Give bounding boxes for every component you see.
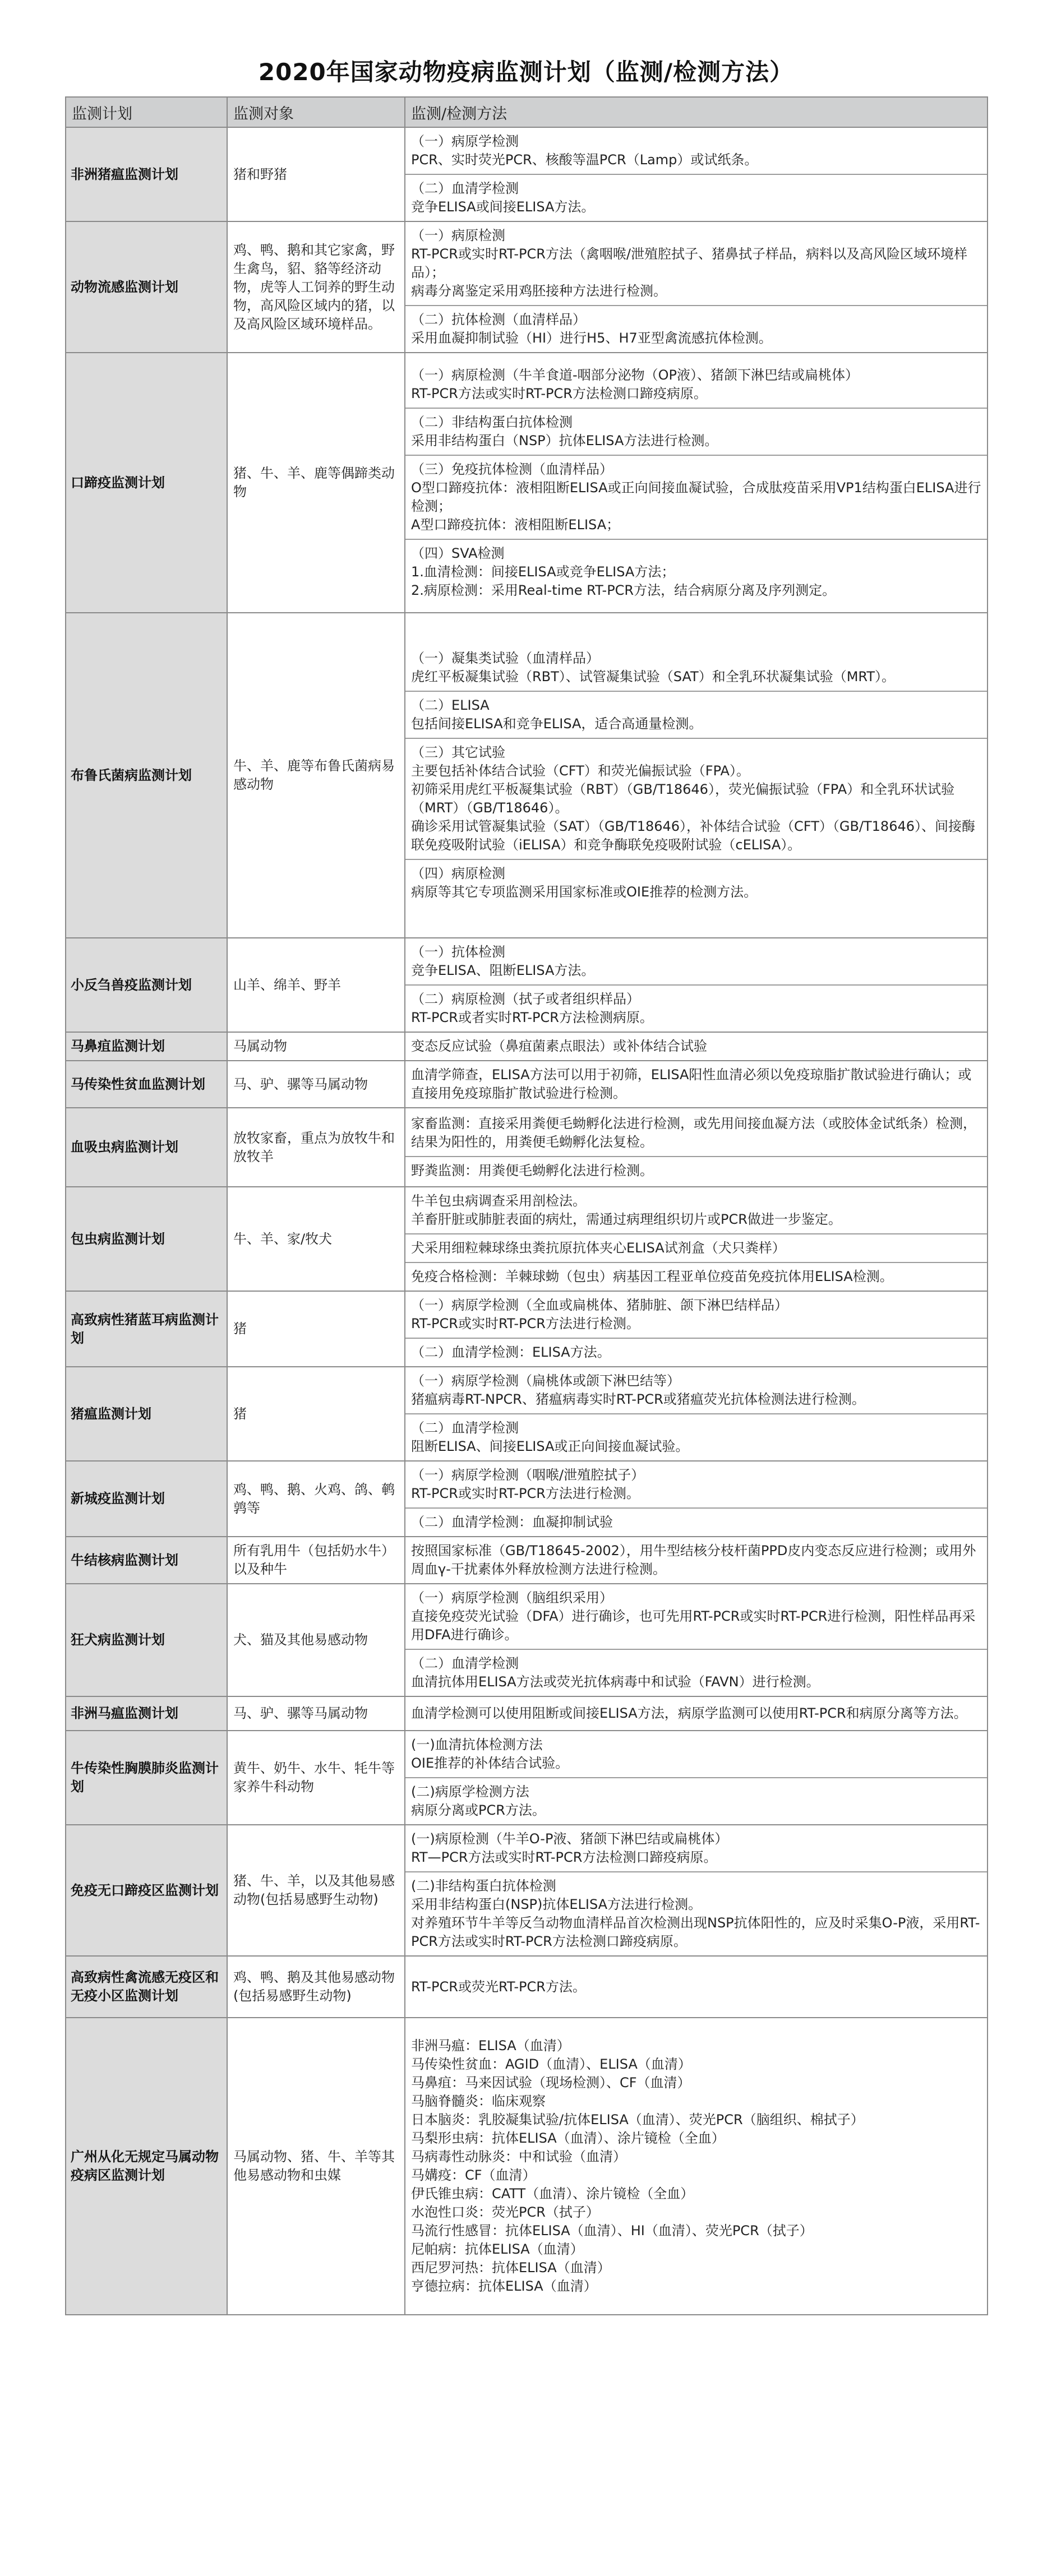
method-line: RT—PCR方法或实时RT-PCR方法检测口蹄疫病原。	[411, 1849, 717, 1865]
plan-name: 血吸虫病监测计划	[66, 1108, 227, 1187]
plan-target: 马属动物	[227, 1032, 405, 1061]
method-line: RT-PCR或荧光RT-PCR方法。	[411, 1978, 586, 1995]
method-block	[405, 1367, 987, 1414]
method-block	[405, 1263, 987, 1291]
method-line: （一）病原学检测（脑组织采用）	[411, 1590, 613, 1606]
method-block	[405, 1234, 987, 1263]
table-row	[66, 1731, 988, 1825]
method-line: （一）病原学检测（扁桃体或颌下淋巴结等）	[411, 1373, 680, 1389]
method-line: 犬采用细粒棘球绦虫粪抗原抗体夹心ELISA试剂盒（犬只粪样）	[411, 1240, 786, 1256]
table-row	[66, 1461, 988, 1537]
method-line: PCR、实时荧光PCR、核酸等温PCR（Lamp）或试纸条。	[411, 152, 758, 168]
method-line: RT-PCR方法或实时RT-PCR方法检测口蹄疫病原。	[411, 385, 707, 401]
method-line: 血清学检测可以使用阻断或间接ELISA方法，病原学监测可以使用RT-PCR和病原分离等方法。	[411, 1705, 967, 1721]
table-row	[66, 1291, 988, 1367]
method-block	[405, 128, 987, 175]
method-line: （二）非结构蛋白抗体检测	[411, 414, 573, 430]
table-row	[66, 127, 988, 221]
method-block	[405, 306, 987, 352]
plan-target: 鸡、鸭、鹅及其他易感动物(包括易感野生动物)	[227, 1956, 405, 2018]
plan-methods	[405, 1032, 988, 1061]
method-line: 病毒分离鉴定采用鸡胚接种方法进行检测。	[411, 283, 667, 299]
method-line: 牛羊包虫病调查采用剖检法。	[411, 1193, 586, 1209]
method-line: （一）病原学检测（全血或扁桃体、猪肺脏、颌下淋巴结样品）	[411, 1297, 788, 1313]
table-header-row	[66, 97, 988, 127]
method-line: （一）抗体检测	[411, 944, 505, 960]
method-line: 亨德拉病：抗体ELISA（血清）	[411, 2278, 597, 2294]
plan-name: 动物流感监测计划	[66, 221, 227, 353]
plan-name: 口蹄疫监测计划	[66, 353, 227, 613]
table-row	[66, 2018, 988, 2315]
table-row	[66, 613, 988, 938]
method-block	[405, 1157, 987, 1185]
method-block	[405, 1033, 987, 1060]
table-row	[66, 1537, 988, 1584]
method-block	[405, 1537, 987, 1583]
plan-name: 包虫病监测计划	[66, 1187, 227, 1291]
method-block	[405, 692, 987, 739]
method-line: 包括间接ELISA和竞争ELISA，适合高通量检测。	[411, 716, 703, 732]
plan-name: 免疫无口蹄疫区监测计划	[66, 1825, 227, 1956]
method-line: 按照国家标准（GB/T18645-2002），用牛型结核分枝杆菌PPD皮内变态反应进行检测；或用外周血γ-干扰素体外释放检测方法进行检测。	[411, 1543, 976, 1577]
plan-methods	[405, 1187, 988, 1291]
method-line: （二）抗体检测（血清样品）	[411, 312, 586, 327]
plan-target: 山羊、绵羊、野羊	[227, 938, 405, 1032]
method-line: （四）SVA检测	[411, 545, 505, 561]
method-block	[405, 986, 987, 1032]
plan-target: 猪和野猪	[227, 127, 405, 221]
plan-name: 牛结核病监测计划	[66, 1537, 227, 1584]
method-block	[405, 1187, 987, 1234]
plan-name: 狂犬病监测计划	[66, 1584, 227, 1696]
method-block	[405, 409, 987, 456]
method-line: （二）血清学检测	[411, 181, 519, 196]
table-row	[66, 1584, 988, 1696]
method-line: 马媾疫：CF（血清）	[411, 2167, 536, 2183]
method-line: 竞争ELISA、阻断ELISA方法。	[411, 963, 595, 978]
plan-methods	[405, 127, 988, 221]
method-line: （二）血清学检测：血凝抑制试验	[411, 1514, 613, 1530]
monitoring-plan-table	[65, 96, 988, 2315]
method-block	[405, 1292, 987, 1339]
table-row	[66, 1825, 988, 1956]
method-line: （二）ELISA	[411, 697, 490, 713]
method-line: RT-PCR或实时RT-PCR方法进行检测。	[411, 1486, 640, 1501]
method-block	[405, 1872, 987, 1955]
table-row	[66, 1187, 988, 1291]
method-line: （三）免疫抗体检测（血清样品）	[411, 461, 613, 477]
method-block	[405, 175, 987, 221]
plan-methods	[405, 1367, 988, 1461]
method-block	[405, 1825, 987, 1872]
method-block	[405, 1650, 987, 1696]
method-line: 变态反应试验（鼻疽菌素点眼法）或补体结合试验	[411, 1038, 707, 1054]
plan-methods	[405, 1731, 988, 1825]
plan-target: 猪	[227, 1291, 405, 1367]
plan-name: 非洲马瘟监测计划	[66, 1696, 227, 1731]
method-line: OIE推荐的补体结合试验。	[411, 1755, 569, 1771]
method-block	[405, 1061, 987, 1107]
method-line: 2.病原检测：采用Real-time RT-PCR方法，结合病原分离及序列测定。	[411, 582, 836, 598]
plan-target: 猪、牛、羊、鹿等偶蹄类动物	[227, 353, 405, 613]
method-line: RT-PCR或实时RT-PCR方法进行检测。	[411, 1316, 640, 1331]
plan-name: 猪瘟监测计划	[66, 1367, 227, 1461]
plan-methods	[405, 353, 988, 613]
method-line: 免疫合格检测：羊棘球蚴（包虫）病基因工程亚单位疫苗免疫抗体用ELISA检测。	[411, 1269, 893, 1284]
method-line: 非洲马瘟：ELISA（血清）	[411, 2038, 570, 2054]
plan-target: 鸡、鸭、鹅和其它家禽，野生禽鸟，貂、貉等经济动物，虎等人工饲养的野生动物，高风险区域内的猪，以及高风险区域环境样品。	[227, 221, 405, 353]
plan-methods	[405, 221, 988, 353]
method-line: （二）血清学检测：ELISA方法。	[411, 1344, 611, 1360]
method-line: （二）血清学检测	[411, 1655, 519, 1671]
plan-name: 广州从化无规定马属动物疫病区监测计划	[66, 2018, 227, 2315]
method-line: 主要包括补体结合试验（CFT）和荧光偏振试验（FPA）。	[411, 763, 750, 779]
table-row	[66, 1956, 988, 2018]
plan-target: 猪、牛、羊，以及其他易感动物(包括易感野生动物)	[227, 1825, 405, 1956]
method-block	[405, 2032, 987, 2300]
method-line: 羊畜肝脏或肺脏表面的病灶，需通过病理组织切片或PCR做进一步鉴定。	[411, 1211, 842, 1227]
header-target: 监测对象	[227, 97, 405, 127]
method-line: 西尼罗河热：抗体ELISA（血清）	[411, 2260, 611, 2276]
method-line: 初筛采用虎红平板凝集试验（RBT）（GB/T18646），荧光偏振试验（FPA）和全乳环状试验（MRT）（GB/T18646）。	[411, 781, 955, 816]
method-line: 马脑脊髓炎：临床观察	[411, 2093, 546, 2109]
method-block	[405, 860, 987, 906]
method-line: 对养殖环节牛羊等反刍动物血清样品首次检测出现NSP抗体阳性的，应及时采集O-P液，采用RT-PCR方法或实时RT-PCR方法检测口蹄疫病原。	[411, 1915, 980, 1949]
method-block	[405, 540, 987, 604]
table-row	[66, 1108, 988, 1187]
method-line: RT-PCR或者实时RT-PCR方法检测病原。	[411, 1010, 653, 1025]
method-line: (一)血清抗体检测方法	[411, 1737, 543, 1752]
method-line: 尼帕病：抗体ELISA（血清）	[411, 2241, 584, 2257]
table-row	[66, 353, 988, 613]
method-line: 日本脑炎：乳胶凝集试验/抗体ELISA（血清）、荧光PCR（脑组织、棉拭子）	[411, 2112, 864, 2128]
method-line: （二）病原检测（拭子或者组织样品）	[411, 991, 640, 1007]
plan-methods	[405, 1061, 988, 1108]
plan-target: 牛、羊、鹿等布鲁氏菌病易感动物	[227, 613, 405, 938]
plan-name: 牛传染性胸膜肺炎监测计划	[66, 1731, 227, 1825]
method-block	[405, 1700, 987, 1727]
method-line: 马流行性感冒：抗体ELISA（血清）、HI（血清）、荧光PCR（拭子）	[411, 2223, 813, 2239]
plan-methods	[405, 1291, 988, 1367]
plan-methods	[405, 1825, 988, 1956]
method-line: 猪瘟病毒RT-NPCR、猪瘟病毒实时RT-PCR或猪瘟荧光抗体检测法进行检测。	[411, 1391, 865, 1407]
plan-target: 所有乳用牛（包括奶水牛）以及种牛	[227, 1537, 405, 1584]
method-line: 家畜监测：直接采用粪便毛蚴孵化法进行检测，或先用间接血凝方法（或胶体金试纸条）检测，结果为阳性的，用粪便毛蚴孵化法复检。	[411, 1116, 976, 1150]
method-line: 确诊采用试管凝集试验（SAT）（GB/T18646），补体结合试验（CFT）（GB/T18646）、间接酶联免疫吸附试验（iELISA）和竞争酶联免疫吸附试验（cELISA）。	[411, 818, 976, 853]
plan-name: 新城疫监测计划	[66, 1461, 227, 1537]
plan-name: 非洲猪瘟监测计划	[66, 127, 227, 221]
plan-methods	[405, 2018, 988, 2315]
plan-methods	[405, 1956, 988, 2018]
plan-methods	[405, 1584, 988, 1696]
table-row	[66, 1367, 988, 1461]
plan-name: 小反刍兽疫监测计划	[66, 938, 227, 1032]
plan-methods	[405, 1696, 988, 1731]
method-line: 阻断ELISA、间接ELISA或正向间接血凝试验。	[411, 1439, 689, 1454]
method-line: （一）病原学检测（咽喉/泄殖腔拭子）	[411, 1467, 645, 1483]
plan-target: 猪	[227, 1367, 405, 1461]
method-line: 血清抗体用ELISA方法或荧光抗体病毒中和试验（FAVN）进行检测。	[411, 1674, 820, 1690]
plan-target: 马、驴、骡等马属动物	[227, 1696, 405, 1731]
method-block	[405, 938, 987, 986]
plan-methods	[405, 938, 988, 1032]
method-line: （三）其它试验	[411, 744, 505, 760]
method-block	[405, 1339, 987, 1366]
method-line: 竞争ELISA或间接ELISA方法。	[411, 199, 595, 215]
method-block	[405, 1414, 987, 1460]
method-block	[405, 739, 987, 860]
method-line: A型口蹄疫抗体：液相阻断ELISA；	[411, 516, 620, 533]
plan-target: 黄牛、奶牛、水牛、牦牛等家养牛科动物	[227, 1731, 405, 1825]
method-block	[405, 1462, 987, 1509]
method-line: 采用血凝抑制试验（HI）进行H5、H7亚型禽流感抗体检测。	[411, 330, 772, 346]
method-line: 采用非结构蛋白（NSP）抗体ELISA方法进行检测。	[411, 432, 718, 448]
method-line: 马传染性贫血：AGID（血清）、ELISA（血清）	[411, 2056, 691, 2072]
page-title: 2020年国家动物疫病监测计划（监测/检测方法）	[258, 58, 794, 86]
plan-methods	[405, 1108, 988, 1187]
method-line: RT-PCR或实时RT-PCR方法（禽咽喉/泄殖腔拭子、猪鼻拭子样品，病料以及高风险区域环境样品）；	[411, 246, 967, 280]
method-line: 直接免疫荧光试验（DFA）进行确诊，也可先用RT-PCR或实时RT-PCR进行检测，阳性样品再采用DFA进行确诊。	[411, 1608, 976, 1643]
plan-name: 高致病性猪蓝耳病监测计划	[66, 1291, 227, 1367]
plan-target: 放牧家畜，重点为放牧牛和放牧羊	[227, 1108, 405, 1187]
method-line: （二）血清学检测	[411, 1420, 519, 1436]
method-line: 虎红平板凝集试验（RBT）、试管凝集试验（SAT）和全乳环状凝集试验（MRT）。	[411, 669, 895, 685]
method-line: 野粪监测：用粪便毛蚴孵化法进行检测。	[411, 1163, 653, 1178]
plan-methods	[405, 613, 988, 938]
method-line: 马梨形虫病：抗体ELISA（血清）、涂片镜检（全血）	[411, 2130, 725, 2146]
method-block	[405, 1731, 987, 1778]
method-line: 1.血清检测：间接ELISA或竞争ELISA方法；	[411, 563, 675, 580]
method-line: 血清学筛查，ELISA方法可以用于初筛，ELISA阳性血清必须以免疫琼脂扩散试验进行确认；或直接用免疫琼脂扩散试验进行检测。	[411, 1067, 972, 1101]
plan-methods	[405, 1461, 988, 1537]
plan-name: 马鼻疽监测计划	[66, 1032, 227, 1061]
method-line: （一）病原检测	[411, 228, 505, 243]
method-line: 病原等其它专项监测采用国家标准或OIE推荐的检测方法。	[411, 884, 758, 900]
header-plan: 监测计划	[66, 97, 227, 127]
method-block	[405, 1509, 987, 1536]
method-line: （一）病原学检测	[411, 133, 519, 149]
plan-name: 布鲁氏菌病监测计划	[66, 613, 227, 938]
method-block	[405, 362, 987, 409]
header-method: 监测/检测方法	[405, 97, 988, 127]
table-row	[66, 938, 988, 1032]
method-line: 采用非结构蛋白(NSP)抗体ELISA方法进行检测。	[411, 1897, 702, 1912]
method-line: 水泡性口炎：荧光PCR（拭子）	[411, 2204, 599, 2220]
method-line: 马鼻疽：马来因试验（现场检测）、CF（血清）	[411, 2075, 691, 2091]
plan-methods	[405, 1537, 988, 1584]
plan-target: 鸡、鸭、鹅、火鸡、鸽、鹌鹑等	[227, 1461, 405, 1537]
plan-target: 牛、羊、家/牧犬	[227, 1187, 405, 1291]
method-line: （四）病原检测	[411, 866, 505, 881]
method-line: O型口蹄疫抗体：液相阻断ELISA或正向间接血凝试验，合成肽疫苗采用VP1结构蛋白ELISA进行检测；	[411, 479, 981, 514]
method-line: （一）凝集类试验（血清样品）	[411, 650, 599, 666]
method-line: (二)病原学检测方法	[411, 1784, 529, 1800]
method-line: （一）病原检测（牛羊食道-咽部分泌物（OP液）、猪颌下淋巴结或扁桃体）	[411, 367, 859, 383]
method-block	[405, 1973, 987, 2001]
method-block	[405, 1584, 987, 1650]
method-line: 伊氏锥虫病：CATT（血清）、涂片镜检（全血）	[411, 2186, 694, 2202]
method-block	[405, 222, 987, 306]
method-block	[405, 456, 987, 540]
method-block	[405, 1110, 987, 1157]
method-block	[405, 645, 987, 692]
plan-name: 马传染性贫血监测计划	[66, 1061, 227, 1108]
plan-target: 马、驴、骡等马属动物	[227, 1061, 405, 1108]
table-row	[66, 221, 988, 353]
method-line: (二)非结构蛋白抗体检测	[411, 1878, 556, 1894]
table-row	[66, 1032, 988, 1061]
plan-target: 马属动物、猪、牛、羊等其他易感动物和虫媒	[227, 2018, 405, 2315]
method-block	[405, 1778, 987, 1824]
table-row	[66, 1061, 988, 1108]
table-row	[66, 1696, 988, 1731]
method-line: 病原分离或PCR方法。	[411, 1802, 546, 1818]
method-line: (一)病原检测（牛羊O-P液、猪颌下淋巴结或扁桃体）	[411, 1831, 728, 1847]
plan-target: 犬、猫及其他易感动物	[227, 1584, 405, 1696]
method-line: 马病毒性动脉炎：中和试验（血清）	[411, 2149, 626, 2165]
plan-name: 高致病性禽流感无疫区和无疫小区监测计划	[66, 1956, 227, 2018]
table-body	[66, 127, 988, 2315]
